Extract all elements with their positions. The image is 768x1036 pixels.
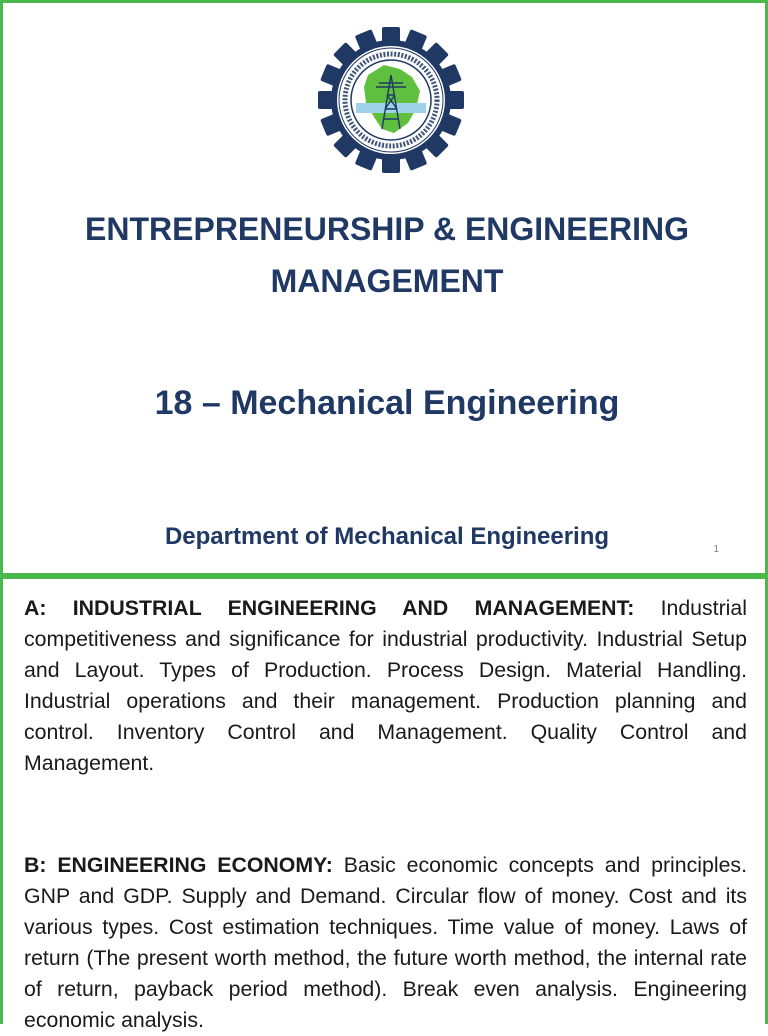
university-seal-gear-icon [316,25,466,175]
department-name: Department of Mechanical Engineering [164,523,610,550]
section-a-body: Industrial competitiveness and significance for industrial productivity. Industrial Setup and Layout. Types of Production. Process Design. Material Handling. Industrial operations and their management. Production planning and control. Inventory Control and Management. Quality Control and Management. [24,596,747,775]
slide-number: 1 [713,544,719,555]
syllabus-slide [0,576,768,1032]
section-b-body: Basic economic concepts and principles. GNP and GDP. Supply and Demand. Circular flow of money. Cost and its various types. Cost estimation techniques. Time value of money. Laws of return (The present worth method, the future worth method, the internal rate of return, payback period method). Break even analysis. Engineering economic analysis. [24,853,747,1032]
section-b-paragraph [24,850,747,1036]
section-a-paragraph [24,593,747,779]
presentation-title: ENTREPRENEURSHIP & ENGINEERING MANAGEMENT [85,211,689,299]
program-subtitle: 18 – Mechanical Engineering [154,384,620,422]
section-a-heading: A: INDUSTRIAL ENGINEERING AND MANAGEMENT: [24,596,635,620]
section-b-heading: B: ENGINEERING ECONOMY: [24,853,333,877]
